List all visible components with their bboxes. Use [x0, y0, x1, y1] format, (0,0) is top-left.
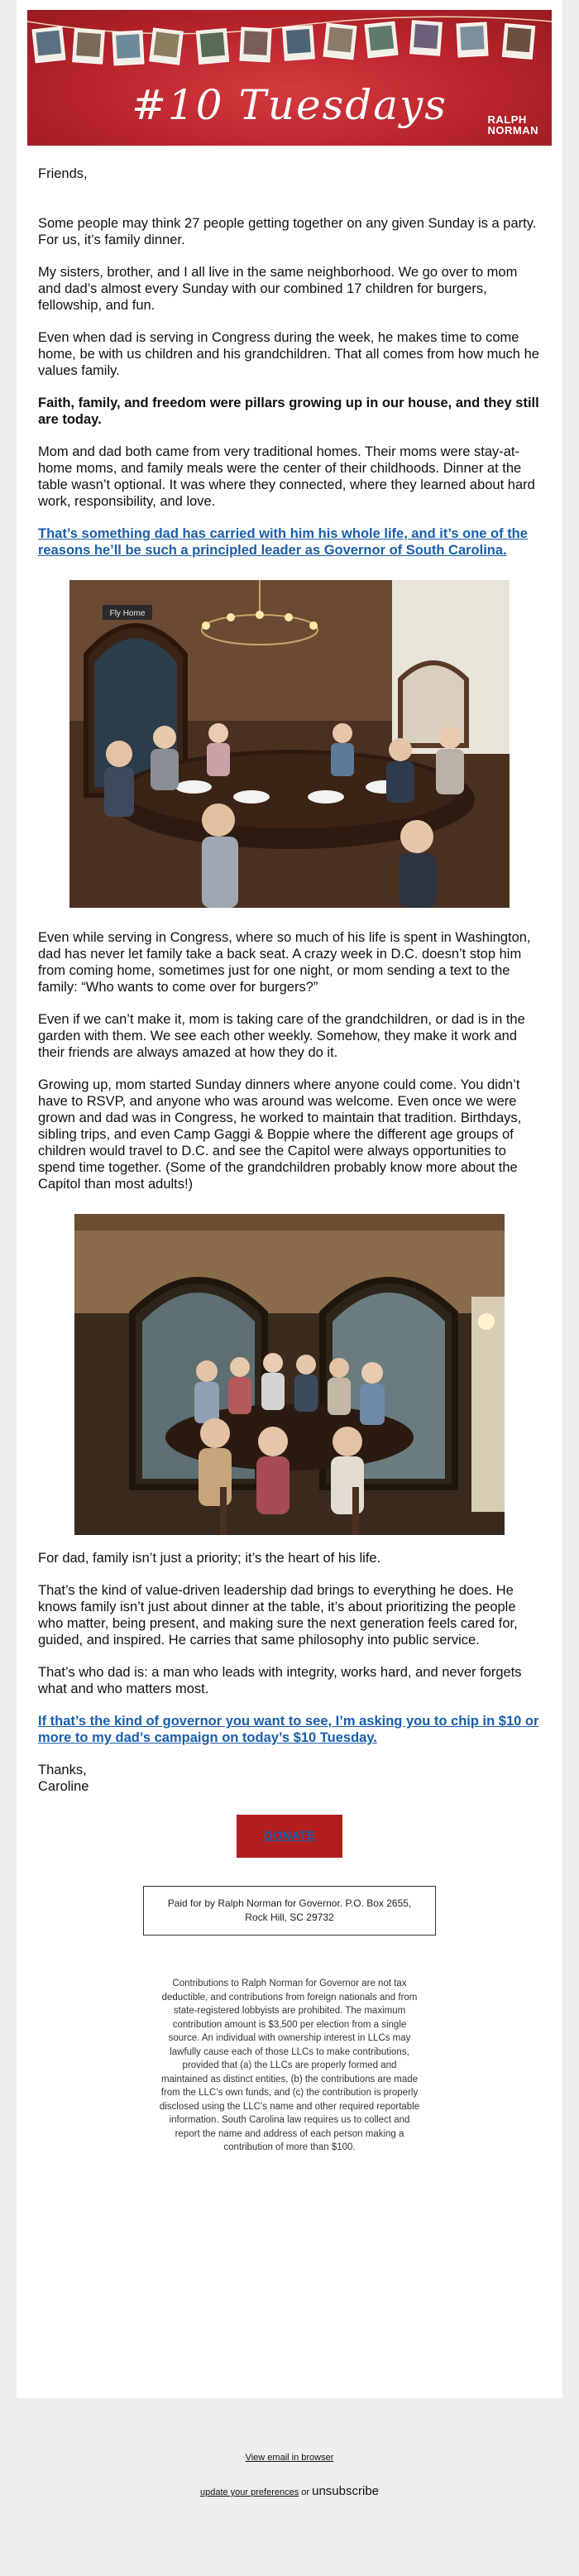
family-dinner-photo-2	[74, 1214, 505, 1535]
signoff-name: Caroline	[38, 1779, 89, 1794]
paragraph-4-bold: Faith, family, and freedom were pillars growing up in our house, and they still are today.	[38, 396, 539, 427]
photo-string-decoration	[27, 10, 552, 84]
or-text: or	[299, 2487, 313, 2497]
email-footer	[0, 2398, 579, 2498]
contribution-disclaimer: Contributions to Ralph Norman for Governor are not tax deductible, and contributions from foreign nationals and from state-registered lobbyists are prohibited. The maximum contribution amount is $3,500 per election from a single source. An individual with ownership interest in LLCs may lawfully cause each of those LLCs to make contributions, provided that (a) the LLCs are properly formed and maintained as distinct entities, (b) the contributions are made from the LLC’s own funds, and (c) the contribution is properly disclosed using the LLC’s name and other required reportable information. South Carolina law requires us to collect and report the name and address of each person making a contribution of more than $100.	[159, 1979, 420, 2152]
paragraph-10: For dad, family isn’t just a priority; it’s the heart of his life.	[38, 1551, 381, 1566]
preferences-row	[0, 2484, 579, 2498]
unsubscribe-link[interactable]: unsubscribe	[312, 2484, 380, 2498]
view-in-browser-link[interactable]: View email in browser	[245, 2453, 334, 2463]
ralph-norman-logo	[488, 114, 539, 136]
email-body	[17, 0, 562, 2398]
letter-content	[38, 165, 541, 2155]
update-preferences-link[interactable]: update your preferences	[199, 2487, 299, 2497]
paid-for-disclaimer: Paid for by Ralph Norman for Governor. P.O. Box 2655, Rock Hill, SC 29732	[143, 1886, 436, 1936]
header-banner	[27, 10, 552, 146]
paragraph-6	[38, 525, 541, 559]
paragraph-9: Growing up, mom started Sunday dinners where anyone could come. You didn’t have to RSVP, and anyone who was around was welcome. Even once we were grown and dad was in Congress, he worked to maintain that tradition. Birthdays, sibling trips, and even Camp Gaggi & Boppie where the different age groups of children would travel to D.C. and see the Capitol were always opportunities to spend time together. (Some of the grandchildren probably know more about the Capitol than most adults!)	[38, 1077, 522, 1192]
principled-leader-link[interactable]: That’s something dad has carried with him his whole life, and it’s one of the reasons he’ll be such a principled leader as Governor of South Carolina.	[38, 526, 528, 558]
paragraph-5: Mom and dad both came from very traditional homes. Their moms were stay-at-home moms, and family meals were the center of their childhoods. Dinner at the table wasn’t optional. It was where they connected, where they learned about hard work, responsibility, and love.	[38, 444, 535, 509]
banner-title: #10 Tuesdays	[132, 81, 447, 129]
signoff-thanks: Thanks,	[38, 1763, 87, 1777]
view-in-browser-row	[0, 2453, 579, 2463]
chip-in-link[interactable]: If that’s the kind of governor you want to see, I’m asking you to chip in $10 or more to my dad’s campaign on today’s $10 Tuesday.	[38, 1714, 539, 1745]
logo-line-2: NORMAN	[487, 124, 538, 137]
paragraph-11: That’s the kind of value-driven leadership dad brings to everything he does. He knows family isn’t just about dinner at the table, it’s about prioritizing the people who matter, being present, and making sure the next generation feels cared for, guided, and inspired. He carries that same philosophy into public service.	[38, 1583, 518, 1648]
fly-home-sign: Fly Home	[109, 609, 146, 618]
paragraph-7: Even while serving in Congress, where so much of his life is spent in Washington, dad has never let family take a back seat. A crazy week in D.C. doesn’t stop him from coming home, sometimes just for one night, or mom sending a text to the family: “Who wants to come over for burgers?”	[38, 930, 531, 995]
paragraph-8: Even if we can’t make it, mom is taking care of the grandchildren, or dad is in the garden with them. We see each other weekly. Somehow, they make it work and their friends are always amazed at how they do it.	[38, 1012, 525, 1060]
paragraph-12: That’s who dad is: a man who leads with integrity, works hard, and never forgets what and who matters most.	[38, 1665, 522, 1696]
paragraph-2: My sisters, brother, and I all live in the same neighborhood. We go over to mom and dad’s almost every Sunday with our combined 17 children for burgers, fellowship, and fun.	[38, 265, 518, 313]
paragraph-13	[38, 1713, 541, 1746]
family-dinner-photo-1	[69, 580, 510, 908]
paragraph-1: Some people may think 27 people getting together on any given Sunday is a party. For us, it’s family dinner.	[38, 216, 537, 247]
donate-button[interactable]: DONATE	[237, 1815, 342, 1858]
paragraph-3: Even when dad is serving in Congress during the week, he makes time to come home, be with us children and his grandchildren. That all comes from how much he values family.	[38, 330, 539, 378]
logo-line-1: RALPH	[487, 113, 527, 126]
greeting: Friends,	[38, 166, 88, 181]
